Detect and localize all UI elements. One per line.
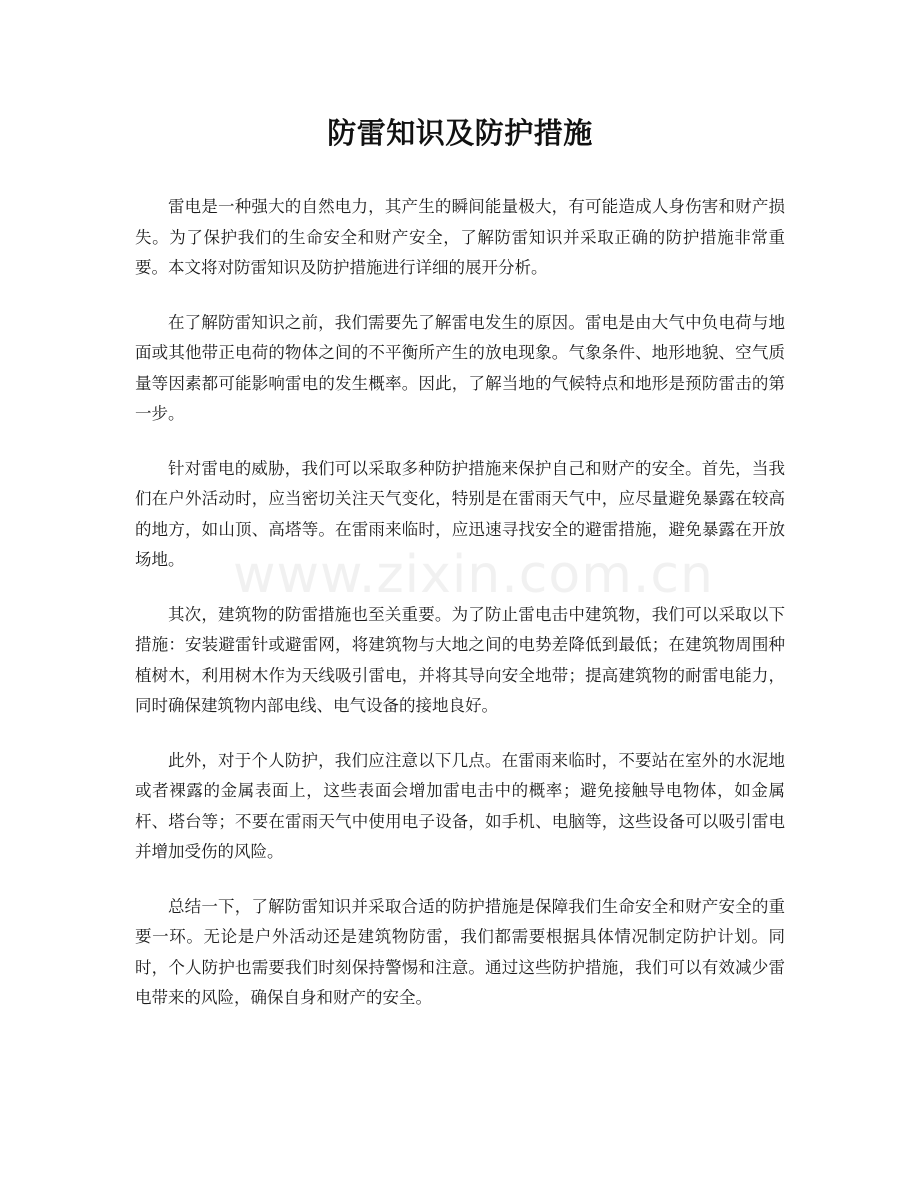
paragraph-building-measures: 其次，建筑物的防雷措施也至关重要。为了防止雷电击中建筑物，我们可以采取以下措施：安装避雷针或避雷网，将建筑物与大地之间的电势差降低到最低；在建筑物周围种植树木，利用树木作为天线吸引雷电，并将其导向安全地带；提高建筑物的耐雷电能力，同时确保建筑物内部电线、电气设备的接地良好。 xyxy=(135,604,785,715)
paragraph-causes: 在了解防雷知识之前，我们需要先了解雷电发生的原因。雷电是由大气中负电荷与地面或其他带正电荷的物体之间的不平衡所产生的放电现象。气象条件、地形地貌、空气质量等因素都可能影响雷电的发生概率。因此，了解当地的气候特点和地形是预防雷击的第一步。 xyxy=(135,312,785,423)
paragraph-outdoor-measures: 针对雷电的威胁，我们可以采取多种防护措施来保护自己和财产的安全。首先，当我们在户外活动时，应当密切关注天气变化，特别是在雷雨天气中，应尽量避免暴露在较高的地方，如山顶、高塔等。在雷雨来临时，应迅速寻找安全的避雷措施，避免暴露在开放场地。 xyxy=(135,458,785,569)
paragraph-personal-protection: 此外，对于个人防护，我们应注意以下几点。在雷雨来临时，不要站在室外的水泥地或者裸露的金属表面上，这些表面会增加雷电击中的概率；避免接触导电物体，如金属杆、塔台等；不要在雷雨天气中使用电子设备，如手机、电脑等，这些设备可以吸引雷电并增加受伤的风险。 xyxy=(135,750,785,861)
paragraph-intro: 雷电是一种强大的自然电力，其产生的瞬间能量极大，有可能造成人身伤害和财产损失。为了保护我们的生命安全和财产安全，了解防雷知识并采取正确的防护措施非常重要。本文将对防雷知识及防护措施进行详细的展开分析。 xyxy=(135,197,785,277)
paragraph-summary: 总结一下，了解防雷知识并采取合适的防护措施是保障我们生命安全和财产安全的重要一环。无论是户外活动还是建筑物防雷，我们都需要根据具体情况制定防护计划。同时，个人防护也需要我们时刻保持警惕和注意。通过这些防护措施，我们可以有效减少雷电带来的风险，确保自身和财产的安全。 xyxy=(135,896,785,1007)
document-title: 防雷知识及防护措施 xyxy=(327,116,593,150)
watermark: www.zixin.com.cn xyxy=(233,545,714,605)
